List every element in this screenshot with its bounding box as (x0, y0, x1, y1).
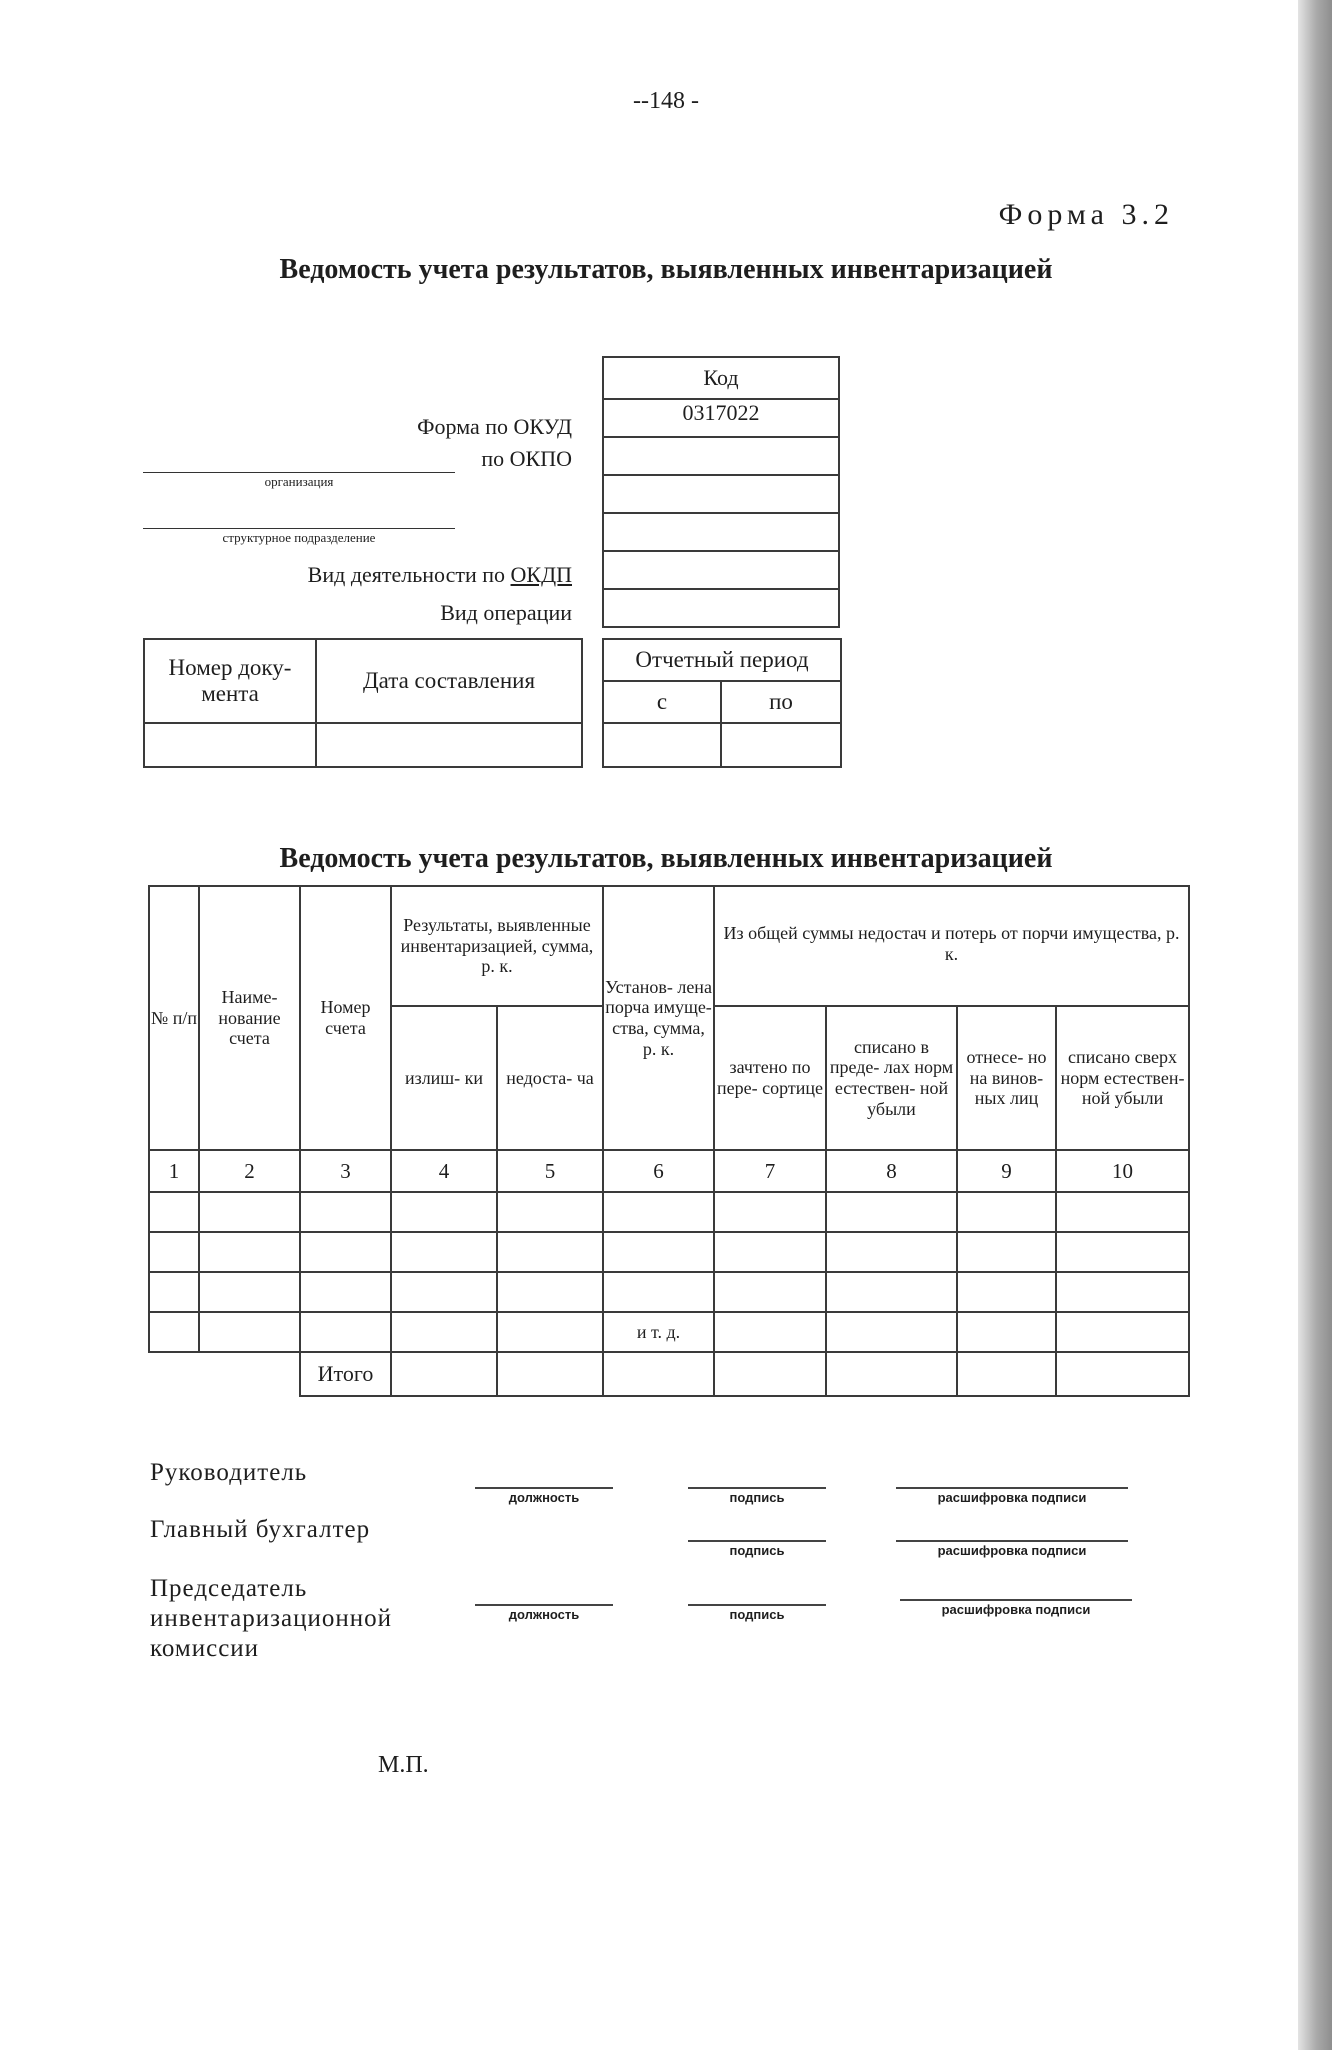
chairman-signature-line[interactable] (688, 1604, 826, 1606)
period-to-header: по (721, 681, 841, 723)
page-number: --148 - (633, 88, 699, 114)
okud-label: Форма по ОКУД (417, 414, 572, 439)
document-info-table (143, 638, 583, 768)
okdp-cell[interactable] (603, 551, 839, 589)
table-row (149, 1272, 1189, 1312)
total-offset-cell[interactable] (714, 1352, 826, 1396)
col-number-10: 10 (1056, 1150, 1189, 1192)
organization-line (143, 472, 455, 473)
col-culprits-header: отнесе- но на винов- ных лиц (957, 1006, 1056, 1150)
form-label: Форма 3.2 (998, 198, 1174, 231)
col-account-header: Номер счета (300, 886, 391, 1150)
col-number-4: 4 (391, 1150, 497, 1192)
total-damage-cell[interactable] (603, 1352, 714, 1396)
chairman-decoding-caption: расшифровка подписи (941, 1602, 1091, 1617)
total-above-cell[interactable] (1056, 1352, 1189, 1396)
total-culprits-cell[interactable] (957, 1352, 1056, 1396)
organization-caption: организация (264, 474, 334, 489)
col-within-norms-header: списано в преде- лах норм естествен- ной убыли (826, 1006, 957, 1150)
table-title: Ведомость учета результатов, выявленных инвентаризацией (279, 843, 1053, 874)
page-edge-shadow (1298, 0, 1332, 2050)
department-caption: структурное подразделение (222, 530, 376, 545)
table-row (149, 1312, 1189, 1352)
code-header: Код (603, 357, 839, 399)
head-decoding-caption: расшифровка подписи (937, 1490, 1087, 1505)
period-to-cell[interactable] (721, 723, 841, 767)
okdp-label (308, 562, 572, 588)
col-name-header: Наиме- нование счета (199, 886, 300, 1150)
col-number-6: 6 (603, 1150, 714, 1192)
col-surplus-header: излиш- ки (391, 1006, 497, 1150)
total-group-header: Из общей суммы недостач и потерь от порчи имущества, р. к. (714, 886, 1189, 1006)
head-signature-line[interactable] (688, 1487, 826, 1489)
results-group-header: Результаты, выявленные инвентаризацией, сумма, р. к. (391, 886, 603, 1006)
col-offset-header: зачтено по пере- сортице (714, 1006, 826, 1150)
department-line (143, 528, 455, 529)
col-above-norms-header: списано сверх норм естествен- ной убыли (1056, 1006, 1189, 1150)
col-damage-header: Установ- лена порча имуще- ства, сумма, р. к. (603, 886, 714, 1150)
total-within-cell[interactable] (826, 1352, 957, 1396)
total-row (149, 1352, 1189, 1396)
okdp-code: ОКДП (510, 562, 572, 587)
col-number-1: 1 (149, 1150, 199, 1192)
col-number-9: 9 (957, 1150, 1056, 1192)
head-signature-caption: подпись (729, 1490, 785, 1505)
accountant-signature-caption: подпись (729, 1543, 785, 1558)
period-header: Отчетный период (603, 639, 841, 681)
total-label: Итого (300, 1352, 391, 1396)
head-label: Руководитель (150, 1459, 308, 1486)
table-row (149, 1192, 1189, 1232)
doc-number-header: Номер доку- мента (144, 639, 316, 723)
doc-number-cell[interactable] (144, 723, 316, 767)
col-number-5: 5 (497, 1150, 603, 1192)
chairman-label: Председатель инвентаризационной комиссии (150, 1575, 392, 1662)
col-number-8: 8 (826, 1150, 957, 1192)
etc-label: и т. д. (603, 1312, 714, 1352)
head-position-line[interactable] (475, 1487, 613, 1489)
chairman-decoding-line[interactable] (900, 1599, 1132, 1601)
form-title: Ведомость учета результатов, выявленных инвентаризацией (279, 254, 1053, 285)
col-number-header: № п/п (149, 886, 199, 1150)
total-shortage-cell[interactable] (497, 1352, 603, 1396)
code-box (602, 356, 840, 628)
head-position-caption: должность (508, 1490, 580, 1505)
total-surplus-cell[interactable] (391, 1352, 497, 1396)
period-from-cell[interactable] (603, 723, 721, 767)
dept-code-cell[interactable] (603, 513, 839, 551)
reporting-period-table (602, 638, 842, 768)
results-table (148, 885, 1190, 1397)
operation-label: Вид операции (440, 600, 572, 625)
accountant-signature-line[interactable] (688, 1540, 826, 1542)
col-number-3: 3 (300, 1150, 391, 1192)
period-from-header: с (603, 681, 721, 723)
doc-date-header: Дата составления (316, 639, 582, 723)
accountant-decoding-caption: расшифровка подписи (937, 1543, 1087, 1558)
accountant-label: Главный бухгалтер (150, 1516, 371, 1543)
table-row (149, 1232, 1189, 1272)
doc-date-cell[interactable] (316, 723, 582, 767)
head-decoding-line[interactable] (896, 1487, 1128, 1489)
stamp-label: М.П. (378, 1752, 429, 1778)
col-number-7: 7 (714, 1150, 826, 1192)
okpo-label: по ОКПО (481, 446, 572, 471)
okdp-prefix: Вид деятельности по (307, 562, 511, 587)
accountant-decoding-line[interactable] (896, 1540, 1128, 1542)
okud-value: 0317022 (603, 399, 839, 437)
chairman-position-line[interactable] (475, 1604, 613, 1606)
chairman-position-caption: должность (508, 1607, 580, 1622)
chairman-signature-caption: подпись (729, 1607, 785, 1622)
org-code-cell[interactable] (603, 475, 839, 513)
col-number-2: 2 (199, 1150, 300, 1192)
col-shortage-header: недоста- ча (497, 1006, 603, 1150)
okpo-cell[interactable] (603, 437, 839, 475)
operation-cell[interactable] (603, 589, 839, 627)
